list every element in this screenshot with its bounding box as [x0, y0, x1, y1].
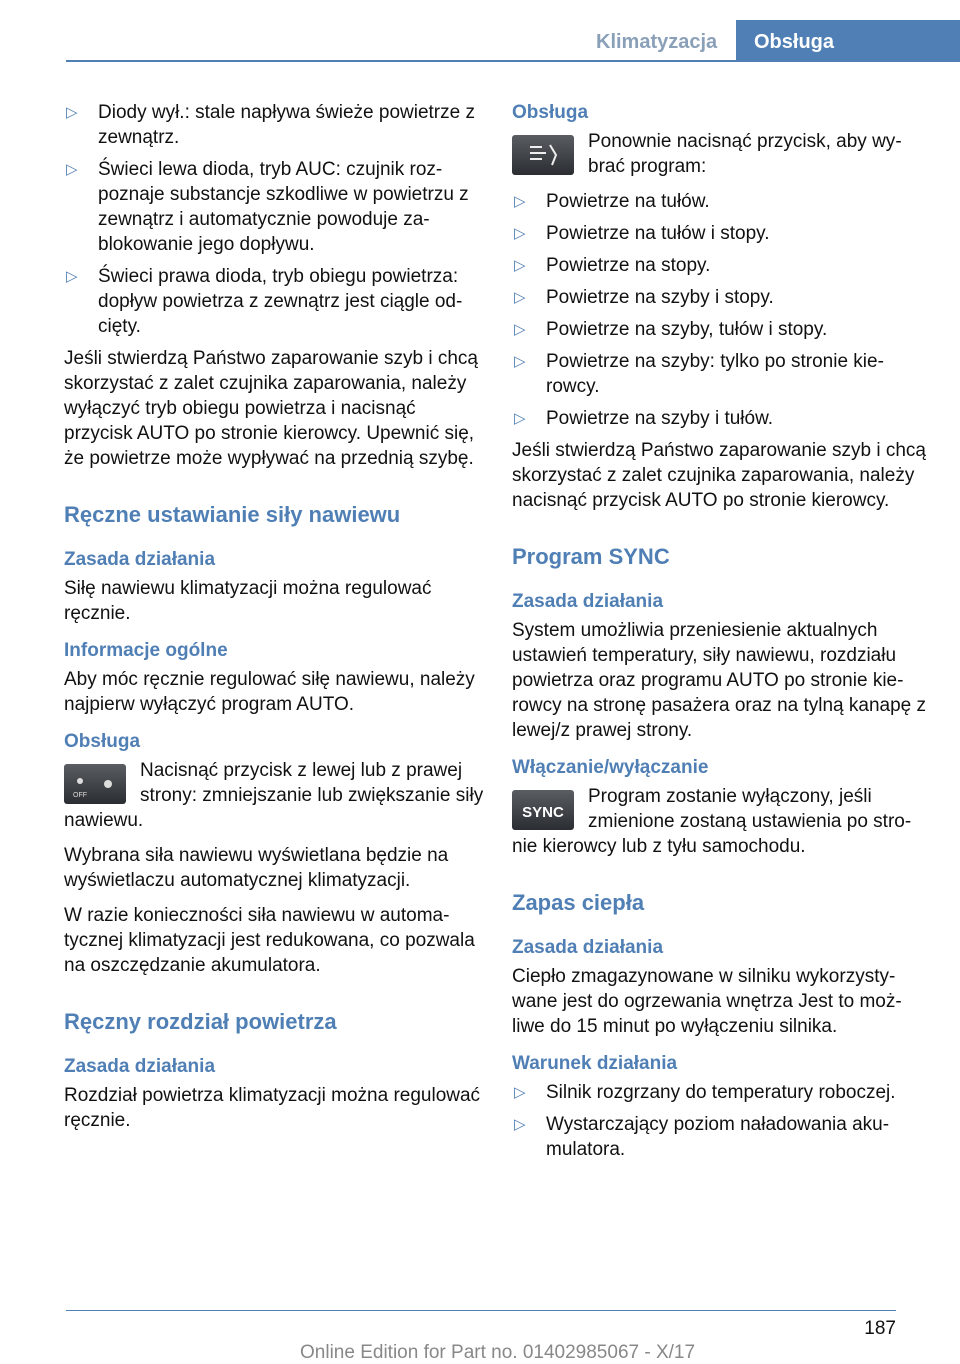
- bullet-triangle-icon: ▷: [514, 193, 526, 210]
- section-heading: Ręczny rozdział powietrza: [64, 1009, 337, 1034]
- subheading: Obsługa: [64, 731, 141, 752]
- paragraph: SYNC Program zostanie wyłączony, jeśli zmienione zostaną ustawienia po stronie kierowcy lub z tyłu samochodu.: [512, 786, 912, 857]
- paragraph: Jeśli stwierdzą Państwo zaparowanie szyb i chcą skorzystać z zalet czujnika zaparowania, należy nacisnąć przycisk AUTO po stronie kierowcy.: [512, 440, 926, 511]
- list-item: ▷ Powietrze na szyby, tułów i stopy.: [514, 319, 828, 340]
- list-item: ▷ Powietrze na szyby: tylko po stronie kierowcy.: [514, 351, 884, 397]
- bullet-triangle-icon: ▷: [514, 1084, 526, 1101]
- footer-rule: [66, 1310, 896, 1311]
- section-title: Klimatyzacja: [596, 31, 718, 53]
- section-heading: Zapas ciepła: [512, 890, 645, 915]
- paragraph: Aby móc ręcznie regulować siłę nawiewu, należy najpierw wyłączyć program AUTO.: [64, 669, 475, 715]
- page-number: 187: [864, 1318, 896, 1339]
- list-item: ▷ Powietrze na tułów.: [514, 191, 710, 212]
- air-distribution-button-icon: [512, 135, 574, 175]
- paragraph: Ciepło zmagazynowane w silniku wykorzystywane jest do ogrzewania wnętrza Jest to możliwe do 15 minut po wyłączeniu silnika.: [512, 966, 902, 1037]
- paragraph: Rozdział powietrza klimatyzacji można regulować ręcznie.: [64, 1085, 481, 1131]
- svg-text:OFF: OFF: [73, 792, 87, 799]
- bullet-triangle-icon: ▷: [514, 353, 526, 370]
- paragraph: W razie konieczności siła nawiewu w automatycznej klimatyzacji jest redukowana, co pozwala na oszczędzanie akumulatora.: [64, 905, 475, 976]
- right-column: [512, 100, 926, 1169]
- sync-button-icon: SYNC: [512, 790, 574, 830]
- subheading: Informacje ogólne: [64, 640, 228, 661]
- subheading: Obsługa: [512, 102, 589, 123]
- chapter-tab: Obsługa: [736, 20, 960, 62]
- list-item: ▷ Świeci lewa dioda, tryb AUC: czujnik rozpoznaje substancje szkodliwe w powietrzu z zewnątrz i automatycznie powoduje zablokowanie jego dopływu.: [66, 159, 469, 255]
- section-heading: Program SYNC: [512, 544, 670, 569]
- bullet-triangle-icon: ▷: [66, 104, 78, 121]
- bullet-triangle-icon: ▷: [514, 410, 526, 427]
- bullet-triangle-icon: ▷: [514, 289, 526, 306]
- bullet-triangle-icon: ▷: [514, 321, 526, 338]
- paragraph: Jeśli stwierdzą Państwo zaparowanie szyb i chcą skorzystać z zalet czujnika zaparowania, należy wyłączyć tryb obiegu powietrza i nacisnąć przycisk AUTO po stronie kierowcy. Upewnić się, że powietrze może wypływać na przednią szybę.: [64, 348, 478, 469]
- page-header: [0, 20, 960, 62]
- paragraph: Ponownie nacisnąć przycisk, aby wybrać program:: [512, 129, 926, 179]
- subheading: Warunek działania: [512, 1053, 678, 1074]
- bullet-triangle-icon: ▷: [514, 257, 526, 274]
- fan-button-icon: [64, 764, 126, 804]
- subheading: Zasada działania: [512, 937, 664, 958]
- paragraph: Siłę nawiewu klimatyzacji można regulować ręcznie.: [64, 578, 432, 624]
- subheading: Zasada działania: [64, 1056, 216, 1077]
- bullet-triangle-icon: ▷: [66, 161, 78, 178]
- list-item: ▷ Powietrze na tułów i stopy.: [514, 223, 770, 244]
- subheading: Zasada działania: [512, 591, 664, 612]
- list-item: ▷ Wystarczający poziom naładowania akumulatora.: [514, 1114, 890, 1160]
- bullet-triangle-icon: ▷: [66, 268, 78, 285]
- header-rule: [66, 60, 736, 62]
- subheading: Włączanie/wyłączanie: [512, 757, 709, 778]
- list-item: ▷ Powietrze na stopy.: [514, 255, 711, 276]
- list-item: ▷ Powietrze na szyby i stopy.: [514, 287, 774, 308]
- list-item: ▷ Świeci prawa dioda, tryb obiegu powietrza: dopływ powietrza z zewnątrz jest ciągle odcięty.: [66, 266, 463, 337]
- bullet-triangle-icon: ▷: [514, 1116, 526, 1133]
- paragraph: System umożliwia przeniesienie aktualnych ustawień temperatury, siły nawiewu, rozdziału powietrza oraz programu AUTO po stronie kierowcy na stronę pasażera oraz na tylną kanapę z lewej/z prawej strony.: [512, 620, 927, 741]
- paragraph: OFF Nacisnąć przycisk z lewej lub z prawej strony: zmniejszanie lub zwiększanie siły nawiewu.: [64, 760, 484, 831]
- section-heading: Ręczne ustawianie siły nawiewu: [64, 502, 401, 527]
- subheading: Zasada działania: [64, 549, 216, 570]
- edition-note: Online Edition for Part no. 01402985067 - X/17: [300, 1342, 696, 1363]
- list-item: ▷ Powietrze na szyby i tułów.: [514, 408, 774, 429]
- bullet-triangle-icon: ▷: [514, 225, 526, 242]
- left-column: [64, 100, 484, 1143]
- paragraph: Wybrana siła nawiewu wyświetlana będzie na wyświetlaczu automatycznej klimatyzacji.: [64, 845, 449, 891]
- list-item: ▷ Diody wył.: stale napływa świeże powietrze z zewnątrz.: [66, 102, 475, 148]
- list-item: ▷ Silnik rozgrzany do temperatury roboczej.: [514, 1082, 896, 1103]
